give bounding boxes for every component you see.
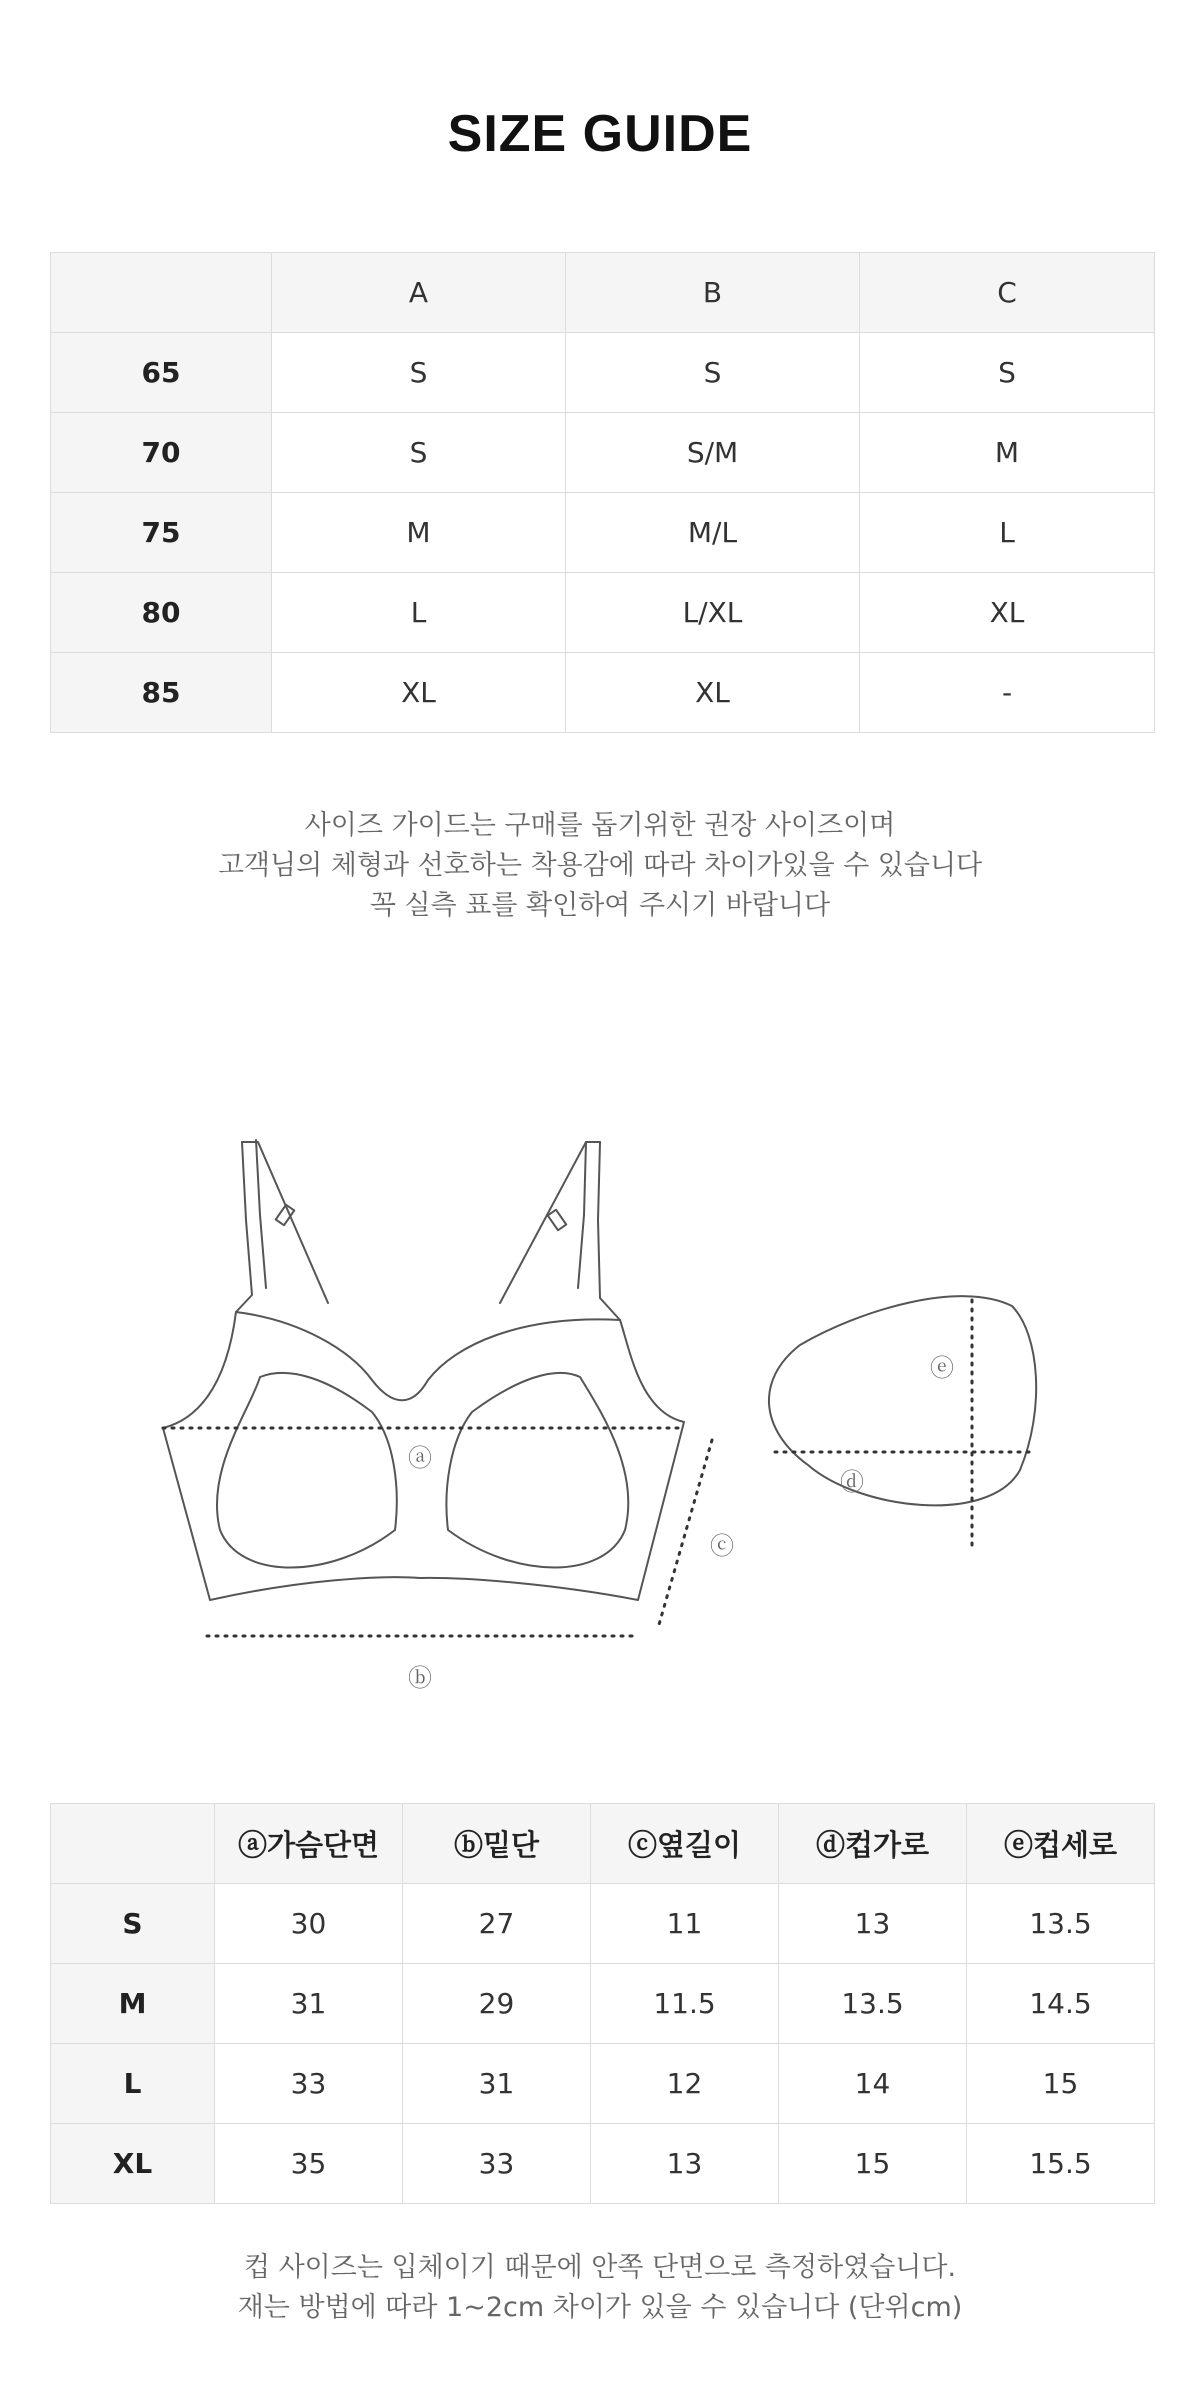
page-title: SIZE GUIDE bbox=[447, 105, 753, 163]
table-row bbox=[51, 1884, 1155, 1964]
size-cell: S bbox=[272, 413, 566, 493]
size-cell: L/XL bbox=[566, 573, 860, 653]
table-row bbox=[51, 333, 1155, 413]
size-guide-note bbox=[0, 806, 1200, 926]
value-cell: 13 bbox=[591, 2124, 779, 2204]
size-cell: M bbox=[860, 413, 1155, 493]
band-cell: 70 bbox=[51, 413, 272, 493]
size-cell: - bbox=[860, 653, 1155, 733]
size-cell: M/L bbox=[566, 493, 860, 573]
measure-header: ⓓ컵가로 bbox=[779, 1804, 967, 1884]
size-cell: S bbox=[860, 333, 1155, 413]
note-line: 고객님의 체형과 선호하는 착용감에 따라 차이가있을 수 있습니다 bbox=[217, 850, 983, 881]
measure-header: ⓐ가슴단면 bbox=[215, 1804, 403, 1884]
band-cell: 65 bbox=[51, 333, 272, 413]
table-row bbox=[51, 413, 1155, 493]
size-cell: L bbox=[272, 573, 566, 653]
label-e: ⓔ bbox=[930, 1354, 954, 1382]
value-cell: 13.5 bbox=[967, 1884, 1155, 1964]
size-cell: S bbox=[272, 333, 566, 413]
note-line: 재는 방법에 따라 1~2cm 차이가 있을 수 있습니다 (단위cm) bbox=[237, 2292, 963, 2323]
value-cell: 33 bbox=[403, 2124, 591, 2204]
measure-header: ⓑ밑단 bbox=[403, 1804, 591, 1884]
value-cell: 31 bbox=[215, 1964, 403, 2044]
note-line: 컵 사이즈는 입체이기 때문에 안쪽 단면으로 측정하였습니다. bbox=[243, 2252, 957, 2283]
table-row bbox=[51, 653, 1155, 733]
measure-header: ⓔ컵세로 bbox=[967, 1804, 1155, 1884]
note-line: 사이즈 가이드는 구매를 돕기위한 권장 사이즈이며 bbox=[304, 810, 896, 841]
measure-header: ⓒ옆길이 bbox=[591, 1804, 779, 1884]
size-recommendation-table bbox=[50, 252, 1155, 733]
measure-line-c bbox=[658, 1440, 712, 1628]
bra-drawing bbox=[163, 1140, 1036, 1600]
size-cell: L bbox=[860, 493, 1155, 573]
value-cell: 33 bbox=[215, 2044, 403, 2124]
label-d: ⓓ bbox=[840, 1468, 864, 1496]
value-cell: 13 bbox=[779, 1884, 967, 1964]
value-cell: 31 bbox=[403, 2044, 591, 2124]
cup-header: A bbox=[272, 253, 566, 333]
size-cell: M bbox=[272, 493, 566, 573]
measurement-note bbox=[0, 2248, 1200, 2328]
size-cell: M bbox=[51, 1964, 215, 2044]
value-cell: 11.5 bbox=[591, 1964, 779, 2044]
value-cell: 13.5 bbox=[779, 1964, 967, 2044]
value-cell: 27 bbox=[403, 1884, 591, 1964]
size-cell: XL bbox=[860, 573, 1155, 653]
value-cell: 12 bbox=[591, 2044, 779, 2124]
note-line: 꼭 실측 표를 확인하여 주시기 바랍니다 bbox=[369, 890, 831, 921]
measurement-table bbox=[50, 1803, 1155, 2204]
value-cell: 29 bbox=[403, 1964, 591, 2044]
value-cell: 14.5 bbox=[967, 1964, 1155, 2044]
label-c: ⓒ bbox=[710, 1532, 734, 1560]
value-cell: 30 bbox=[215, 1884, 403, 1964]
cup-header: C bbox=[860, 253, 1155, 333]
value-cell: 35 bbox=[215, 2124, 403, 2204]
table-row bbox=[51, 2044, 1155, 2124]
table-row bbox=[51, 2124, 1155, 2204]
cup-header: B bbox=[566, 253, 860, 333]
corner-cell bbox=[51, 1804, 215, 1884]
size-cell: L bbox=[51, 2044, 215, 2124]
table-row bbox=[51, 573, 1155, 653]
table-header-row bbox=[51, 253, 1155, 333]
size-cell: S bbox=[566, 333, 860, 413]
size-cell: S/M bbox=[566, 413, 860, 493]
measurement-diagram bbox=[0, 1120, 1200, 1740]
table-header-row bbox=[51, 1804, 1155, 1884]
size-cell: XL bbox=[272, 653, 566, 733]
size-cell: XL bbox=[51, 2124, 215, 2204]
table-row bbox=[51, 493, 1155, 573]
label-a: ⓐ bbox=[408, 1444, 432, 1472]
value-cell: 14 bbox=[779, 2044, 967, 2124]
table-row bbox=[51, 1964, 1155, 2044]
band-cell: 85 bbox=[51, 653, 272, 733]
size-cell: S bbox=[51, 1884, 215, 1964]
value-cell: 15 bbox=[967, 2044, 1155, 2124]
band-cell: 80 bbox=[51, 573, 272, 653]
label-b: ⓑ bbox=[408, 1664, 432, 1692]
value-cell: 11 bbox=[591, 1884, 779, 1964]
value-cell: 15 bbox=[779, 2124, 967, 2204]
corner-cell bbox=[51, 253, 272, 333]
band-cell: 75 bbox=[51, 493, 272, 573]
value-cell: 15.5 bbox=[967, 2124, 1155, 2204]
size-cell: XL bbox=[566, 653, 860, 733]
